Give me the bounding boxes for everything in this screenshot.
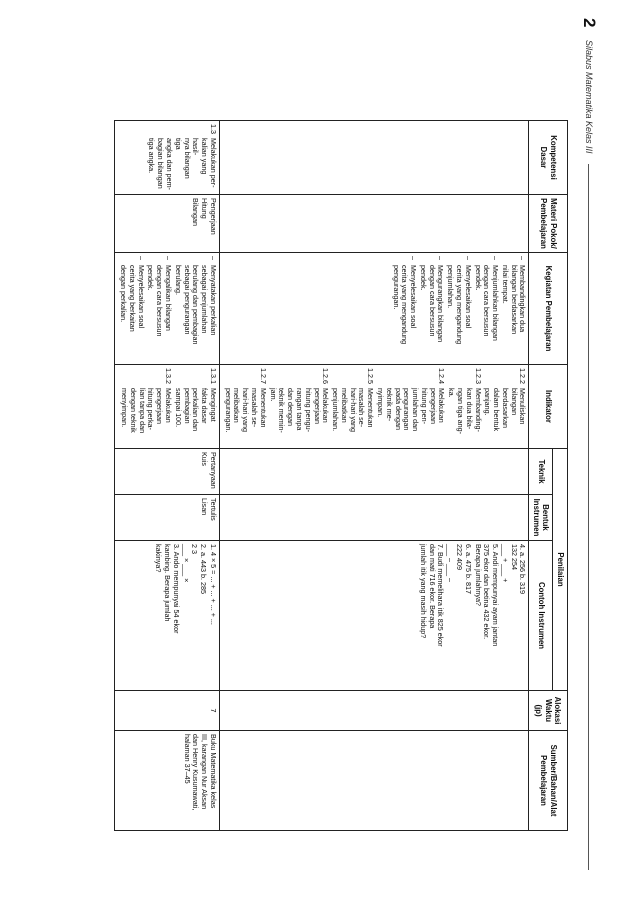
indikator-text: Menentukan masalah se- hari-hari yang melibatkan penjumlahan. [331, 388, 376, 432]
kegiatan-list [391, 256, 527, 361]
contoh-list [418, 544, 526, 687]
cell-bentuk-empty [219, 495, 529, 541]
header-bentuk: Bentuk Instrumen [529, 495, 553, 541]
cell-materi: Pengerjaan Hitung Bilangan [115, 195, 220, 253]
list-item: 2. a. 443 b. 285 2 3 ___ × ___ × [181, 544, 209, 594]
indikator-text: Menuliskan bilangan berdasarkan dalam bentuk panjang. [483, 388, 528, 432]
kegiatan-list [118, 256, 217, 361]
list-item: 1. 4 × 5 = ... + ... + ... + ... [208, 544, 218, 625]
syllabus-content [62, 120, 568, 830]
list-item: – Menyelesaikan soal cerita yang mengandung pengurangan. [391, 256, 417, 361]
list-item: – Menyelesaikan soal cerita yang mengandung penjumlahan. [445, 256, 471, 361]
cell-sumber: Buku Matematika kelas III, karangan Nur Aksan dan Henry Kusumawati, halaman 37–45 [115, 731, 220, 831]
indikator-text: Menentukan masalah se- hari-hari yang melibatkan pengurangan. [223, 388, 268, 433]
header-kompetensi: Kompetensi Dasar [529, 121, 568, 195]
header-kegiatan: Kegiatan Pembelajaran [529, 253, 568, 365]
list-item [223, 368, 267, 445]
list-item: – Membandingkan dua bilangan berdasarkan nilai tempat. [500, 256, 526, 361]
list-item: 3. Ando mempunyai 54 ekor kambing. Berapa jumlah kakinya? [154, 544, 181, 634]
list-item [483, 368, 527, 445]
list-item: – Menyatakan perkalian sebagai penjumlahan berulang dan pembagian sebagai pengurangan berulang. [173, 256, 217, 361]
indikator-number: 1.3.1 [208, 368, 218, 384]
contoh-list [153, 544, 216, 687]
cell-kompetensi-empty [219, 121, 529, 195]
cell-kompetensi [115, 121, 220, 195]
header-materi: Materi Pokok/ Pembelajaran [529, 195, 568, 253]
running-title: Silabus Matematika Kelas III [584, 40, 594, 154]
indikator-list [223, 368, 527, 445]
indikator-text: Melakukan pengerjaan hitung perka- lian tanpa dan dengan teknik menyimpan. [120, 388, 174, 434]
page-header [576, 18, 602, 880]
cell-contoh [115, 541, 220, 691]
kompetensi-text: Melakukan per- kalian yang hasil- nya bilangan tiga angka dan pem- bagian bilangan tiga angka. [147, 138, 218, 190]
table-row [219, 121, 529, 831]
indikator-number: 1.2.5 [366, 368, 376, 384]
header-rule [589, 164, 590, 870]
header-teknik: Teknik [529, 449, 553, 495]
cell-indikator [115, 365, 220, 449]
cell-indikator [219, 365, 529, 449]
header-penilaian: Penilaian [553, 449, 568, 691]
cell-kegiatan [115, 253, 220, 365]
list-item [173, 368, 217, 445]
list-item [375, 368, 445, 445]
cell-sumber-empty [219, 731, 529, 831]
list-item: 7. Budi memelihara itik 825 ekor dan mati 716 ekor. Berapa jumlah itik yang masih hidup? [418, 544, 446, 647]
page-number: 2 [580, 18, 599, 28]
list-item: – Mengalikan bilangan dengan cara bersusun pendek. [146, 256, 172, 361]
indikator-number: 1.2.7 [258, 368, 268, 384]
indikator-text: Melakukan pengerjaan hitung pen- jumlahan dan pengurangan pada dengan teknik me- nyimpan. [376, 388, 447, 432]
indikator-number: 1.2.4 [437, 368, 447, 384]
list-item: 4. a. 256 b. 319 132 254 ___ + ___ + [500, 544, 528, 594]
indikator-text: Melakukan pengerjaan hitung pengu- rangan tanpa dan dengan teknik memin- jam. [268, 388, 331, 433]
table-row [115, 121, 220, 831]
indikator-number: 1.3.2 [164, 368, 174, 384]
header-contoh: Contoh Instrumen [529, 541, 553, 691]
list-item: – Mengurangkan bilangan dengan cara bersusun pendek. [418, 256, 444, 361]
cell-alokasi-empty [219, 691, 529, 731]
indikator-text: Mengingat fakta dasar perkalian dan pembagian sampai 100. [173, 388, 218, 432]
list-item [330, 368, 374, 445]
list-item: – Menjumlahkan bilangan dengan cara bersusun pendek. [473, 256, 499, 361]
cell-alokasi: 7 [115, 691, 220, 731]
cell-kegiatan [219, 253, 529, 365]
list-item: – Menyelesaikan soal cerita yang berkaitan dengan perkalian. [118, 256, 144, 361]
indikator-list [119, 368, 217, 445]
indikator-number: 1.2.2 [518, 368, 528, 384]
cell-contoh [219, 541, 529, 691]
list-item: 5. Andi mempunyai ayam jantan 375 ekor dan betina 432 ekor. Berapa jumlahnya? [473, 544, 501, 647]
header-sumber: Sumber/Bahan/Alat Pembelajaran [529, 731, 568, 831]
header-alokasi: Alokasi Waktu (jp) [529, 691, 568, 731]
syllabus-table [114, 120, 568, 831]
indikator-text: Membanding- kan dua bila- ngan tiga ang- ka. [447, 388, 483, 434]
cell-teknik: Pertanyaan Kuis [115, 449, 220, 495]
cell-teknik-empty [219, 449, 529, 495]
list-item [446, 368, 481, 445]
list-item: 6. a. 475 b. 817 222 409 ___ – ___ – [446, 544, 473, 594]
kompetensi-number: 1.3 [208, 124, 218, 134]
indikator-number: 1.2.6 [321, 368, 331, 384]
list-item [119, 368, 172, 445]
header-indikator: Indikator [529, 365, 568, 449]
cell-bentuk: Tertulis Lisan [115, 495, 220, 541]
indikator-number: 1.2.3 [473, 368, 483, 384]
list-item [268, 368, 329, 445]
cell-materi-empty [219, 195, 529, 253]
